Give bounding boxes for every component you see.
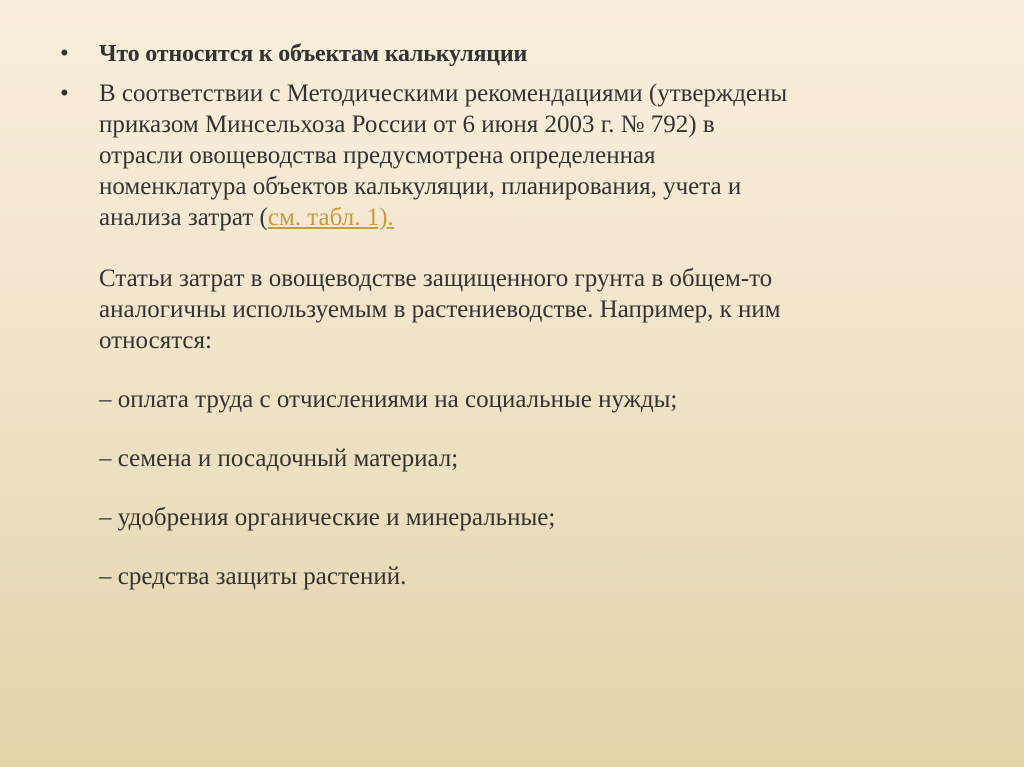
spacer bbox=[99, 474, 980, 502]
spacer bbox=[99, 356, 980, 384]
cost-item: – удобрения органические и минеральные; bbox=[99, 504, 556, 531]
intro-line: В соответствии с Методическими рекомендациями (утверждены bbox=[99, 80, 788, 107]
spacer bbox=[99, 233, 980, 263]
slide-heading: Что относится к объектам калькуляции bbox=[99, 41, 528, 67]
cost-intro-line: аналогичны используемым в растениеводстве. Например, к ним bbox=[99, 296, 781, 323]
intro-line-prefix: анализа затрат ( bbox=[99, 204, 268, 231]
intro-last-line bbox=[99, 202, 980, 233]
table-reference-link[interactable]: см. табл. 1). bbox=[267, 204, 394, 231]
intro-line: отрасли овощеводства предусмотрена определенная bbox=[99, 142, 656, 169]
intro-line: номенклатура объектов калькуляции, планирования, учета и bbox=[99, 173, 742, 200]
cost-item: – семена и посадочный материал; bbox=[99, 445, 459, 472]
bullet-item-body bbox=[60, 78, 980, 592]
intro-line: приказом Минсельхоза России от 6 июня 2003 г. № 792) в bbox=[99, 111, 715, 138]
bullet-icon: • bbox=[60, 80, 69, 107]
bullet-icon: • bbox=[60, 40, 69, 67]
cost-items-intro-paragraph bbox=[99, 263, 980, 356]
cost-intro-line: относятся: bbox=[99, 327, 212, 354]
bullet-item-heading bbox=[60, 38, 980, 70]
spacer bbox=[99, 533, 980, 561]
intro-paragraph bbox=[99, 78, 980, 233]
bullet-list bbox=[60, 38, 980, 592]
spacer bbox=[99, 415, 980, 443]
cost-intro-line: Статьи затрат в овощеводстве защищенного грунта в общем-то bbox=[99, 265, 773, 292]
cost-item: – оплата труда с отчислениями на социальные нужды; bbox=[99, 386, 678, 413]
cost-item: – средства защиты растений. bbox=[99, 563, 407, 590]
